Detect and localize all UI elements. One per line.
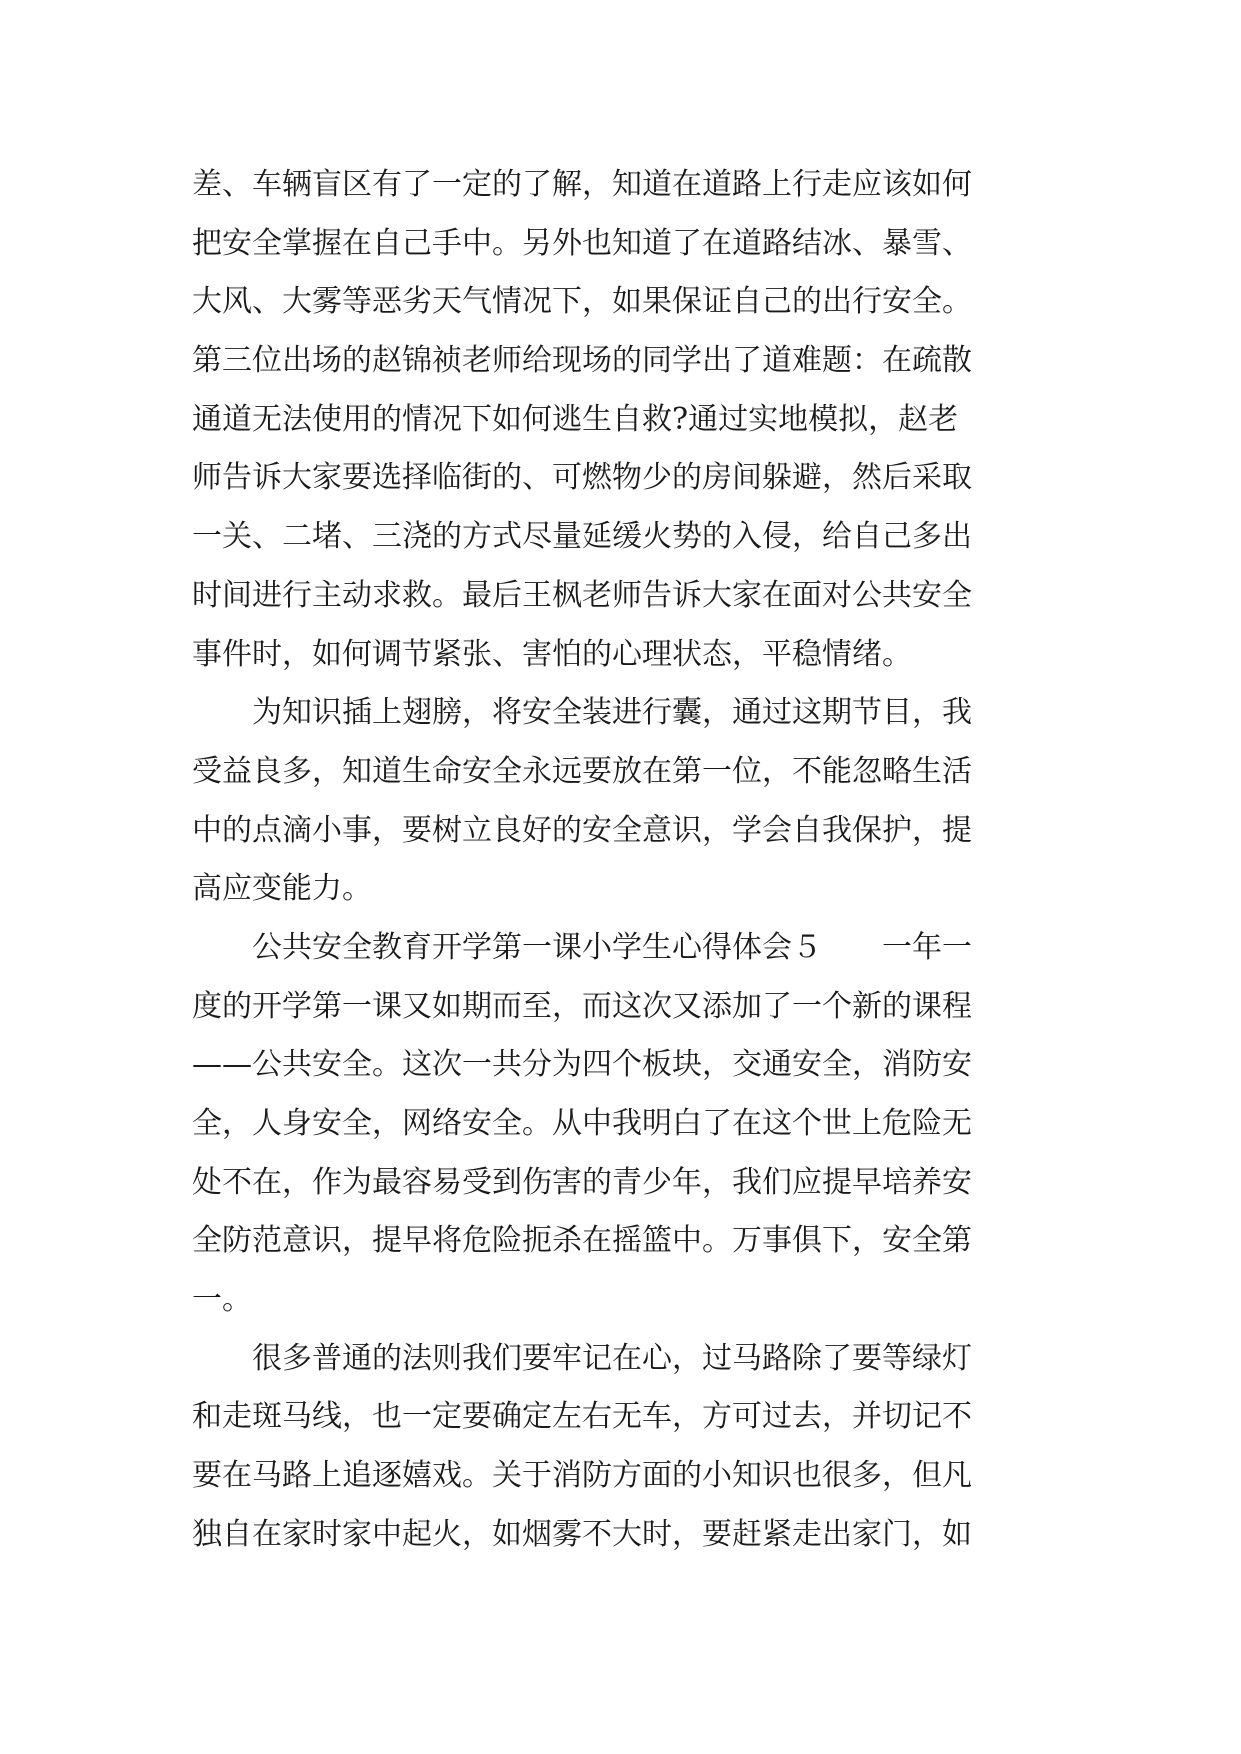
- text-line: 师告诉大家要选择临街的、可燃物少的房间躲避，然后采取: [192, 460, 972, 496]
- text-line: 事件时，如何调节紧张、害怕的心理状态，平稳情绪。: [192, 636, 912, 672]
- text-line: 大风、大雾等恶劣天气情况下，如果保证自己的出行安全。: [192, 284, 972, 320]
- text-line: 第三位出场的赵锦祯老师给现场的同学出了道难题：在疏散: [192, 343, 972, 379]
- paragraph-2: [192, 684, 1072, 919]
- document-body: [192, 156, 1072, 1565]
- paragraph-1: [192, 156, 1072, 684]
- text-line: 独自在家时家中起火，如烟雾不大时，要赶紧走出家门，如: [192, 1516, 972, 1552]
- heading-tail: 一年一: [882, 929, 972, 965]
- text-line: 全防范意识，提早将危险扼杀在摇篮中。万事俱下，安全第: [192, 1223, 972, 1259]
- text-line: 一。: [192, 1282, 252, 1318]
- text-line: 中的点滴小事，要树立良好的安全意识，学会自我保护，提: [192, 812, 972, 848]
- text-line: 很多普通的法则我们要牢记在心，过马路除了要等绿灯: [252, 1340, 972, 1376]
- section-heading: 公共安全教育开学第一课小学生心得体会５: [252, 929, 822, 965]
- text-line: 时间进行主动求救。最后王枫老师告诉大家在面对公共安全: [192, 577, 972, 613]
- paragraph-4: [192, 1330, 1072, 1565]
- text-line: 把安全掌握在自己手中。另外也知道了在道路结冰、暴雪、: [192, 225, 972, 261]
- text-line: 高应变能力。: [192, 871, 372, 907]
- text-line: 全，人身安全，网络安全。从中我明白了在这个世上危险无: [192, 1106, 972, 1141]
- text-line: 差、车辆盲区有了一定的了解，知道在道路上行走应该如何: [192, 167, 972, 202]
- text-line: 为知识插上翅膀，将安全装进行囊，通过这期节目，我: [252, 695, 972, 731]
- text-line: 度的开学第一课又如期而至，而这次又添加了一个新的课程: [192, 988, 972, 1024]
- section-heading-line: [192, 919, 1072, 978]
- text-line: 要在马路上追逐嬉戏。关于消防方面的小知识也很多，但凡: [192, 1458, 972, 1494]
- text-line: 通道无法使用的情况下如何逃生自救?通过实地模拟，赵老: [192, 401, 959, 437]
- text-line: ——公共安全。这次一共分为四个板块，交通安全，消防安: [192, 1047, 972, 1083]
- text-line: 和走斑马线，也一定要确定左右无车，方可过去，并切记不: [192, 1399, 972, 1435]
- text-line: 处不在，作为最容易受到伤害的青少年，我们应提早培养安: [192, 1164, 972, 1200]
- text-line: 一关、二堵、三浇的方式尽量延缓火势的入侵，给自己多出: [192, 519, 972, 555]
- text-line: 受益良多，知道生命安全永远要放在第一位，不能忽略生活: [192, 753, 972, 789]
- paragraph-3: [192, 919, 1072, 1330]
